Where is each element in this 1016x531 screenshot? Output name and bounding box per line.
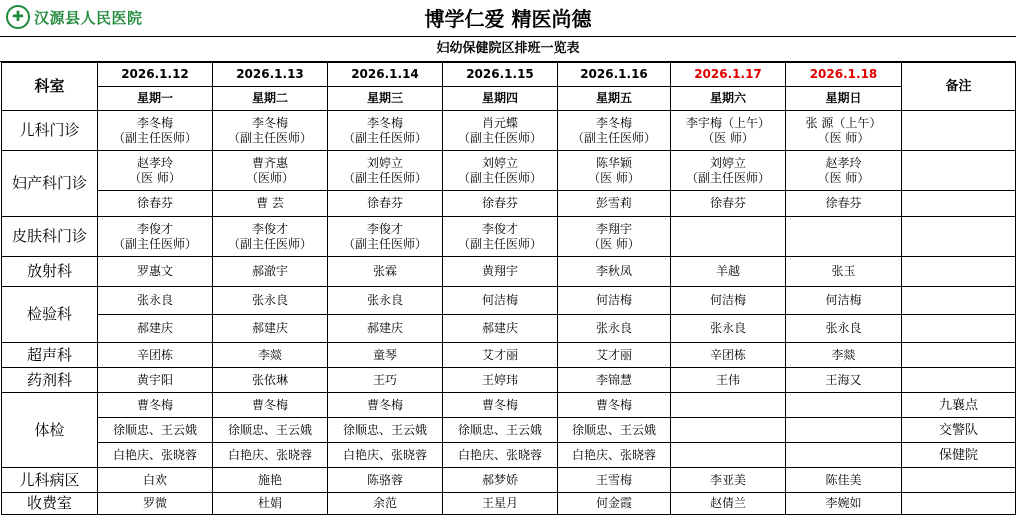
- staff-name: 施艳: [257, 472, 282, 487]
- duty-cell: [213, 493, 328, 515]
- staff-name: 郝建庆: [251, 321, 288, 335]
- staff-name: 郝梦娇: [481, 472, 518, 487]
- staff-name: 徐春芬: [366, 196, 403, 210]
- duty-cell: [786, 315, 902, 343]
- staff-name: 王巧: [372, 372, 397, 387]
- duty-cell: [443, 191, 558, 217]
- staff-title: （副主任医师）: [342, 170, 427, 185]
- staff-name: 曹冬梅: [251, 397, 288, 412]
- staff-name: 杜娟: [257, 496, 282, 510]
- duty-cell: [671, 111, 786, 151]
- duty-cell: [786, 191, 902, 217]
- staff-name: 郝建庆: [481, 321, 518, 335]
- date-header: 2026.1.17: [671, 63, 786, 87]
- staff-title: （医 师）: [588, 170, 640, 185]
- duty-cell: [98, 315, 213, 343]
- staff-name: 辛团栋: [709, 347, 746, 362]
- duty-cell: [443, 287, 558, 315]
- staff-name: 李俊才: [481, 221, 518, 236]
- staff-name: 徐顺忠、王云娥: [227, 422, 312, 437]
- duty-cell: [558, 493, 671, 515]
- duty-cell: [671, 443, 786, 468]
- remark-cell: 九襄点: [902, 393, 1016, 418]
- duty-cell: [558, 368, 671, 393]
- department-name: 妇产科门诊: [2, 151, 98, 217]
- staff-name: 王婷玮: [481, 372, 518, 387]
- staff-name: 陈华颖: [595, 155, 632, 170]
- staff-name: 李冬梅: [366, 115, 403, 130]
- department-name: 检验科: [2, 287, 98, 343]
- staff-name: 张永良: [136, 293, 173, 307]
- duty-cell: [98, 217, 213, 257]
- staff-name: 黄宇阳: [136, 372, 173, 387]
- schedule-row: [2, 443, 1016, 468]
- duty-cell: [786, 151, 902, 191]
- duty-cell: [558, 217, 671, 257]
- duty-cell: [443, 368, 558, 393]
- staff-name: 何洁梅: [481, 293, 518, 307]
- duty-cell: [98, 418, 213, 443]
- staff-name: 郝建庆: [136, 321, 173, 335]
- staff-name: 张永良: [825, 321, 862, 335]
- duty-cell: [213, 468, 328, 493]
- duty-cell: [328, 418, 443, 443]
- staff-title: （医 师）: [702, 130, 754, 145]
- duty-cell: [98, 393, 213, 418]
- department-name: 体检: [2, 393, 98, 468]
- duty-cell: [786, 287, 902, 315]
- staff-name: 曹冬梅: [366, 397, 403, 412]
- staff-name: 徐春芬: [709, 196, 746, 210]
- remark-column-header: 备注: [902, 63, 1016, 111]
- duty-cell: [328, 151, 443, 191]
- duty-cell: [98, 493, 213, 515]
- remark-cell: [902, 468, 1016, 493]
- staff-name: 王星月: [481, 496, 518, 510]
- duty-cell: [558, 393, 671, 418]
- staff-title: （副主任医师）: [227, 236, 312, 251]
- remark-cell: [902, 111, 1016, 151]
- staff-name: 李燚: [257, 347, 282, 362]
- staff-name: 徐春芬: [825, 196, 862, 210]
- duty-cell: [213, 443, 328, 468]
- duty-cell: [98, 257, 213, 287]
- weekday-header: 星期日: [786, 87, 902, 111]
- staff-name: 白艳庆、张晓蓉: [342, 447, 427, 462]
- duty-cell: [786, 393, 902, 418]
- department-name: 儿科门诊: [2, 111, 98, 151]
- department-name: 收费室: [2, 493, 98, 515]
- date-header: 2026.1.12: [98, 63, 213, 87]
- duty-cell: [786, 217, 902, 257]
- duty-cell: [328, 315, 443, 343]
- staff-name: 羊越: [715, 264, 740, 278]
- weekday-header: 星期二: [213, 87, 328, 111]
- duty-cell: [786, 418, 902, 443]
- duty-cell: [558, 287, 671, 315]
- duty-cell: [328, 368, 443, 393]
- duty-cell: [213, 315, 328, 343]
- weekday-header: 星期六: [671, 87, 786, 111]
- staff-name: 白艳庆、张晓蓉: [227, 447, 312, 462]
- duty-cell: [328, 468, 443, 493]
- staff-name: 李冬梅: [595, 115, 632, 130]
- duty-cell: [443, 111, 558, 151]
- duty-cell: [443, 315, 558, 343]
- duty-cell: [443, 468, 558, 493]
- staff-name: 何洁梅: [825, 293, 862, 307]
- staff-name: 艾才丽: [595, 347, 632, 362]
- staff-name: 李俊才: [251, 221, 288, 236]
- staff-name: 李俊才: [136, 221, 173, 236]
- staff-name: 曹冬梅: [136, 397, 173, 412]
- duty-cell: [443, 151, 558, 191]
- duty-cell: [328, 191, 443, 217]
- remark-cell: [902, 151, 1016, 191]
- staff-name: 郝建庆: [366, 321, 403, 335]
- staff-name: 张依琳: [251, 372, 288, 387]
- staff-name: 赵孝玲: [825, 155, 862, 170]
- duty-cell: [98, 191, 213, 217]
- duty-cell: [98, 151, 213, 191]
- duty-cell: [98, 287, 213, 315]
- staff-name: 童琴: [372, 347, 397, 362]
- duty-cell: [213, 393, 328, 418]
- staff-name: 陈骆蓉: [366, 472, 403, 487]
- duty-schedule-table: [1, 62, 1016, 515]
- staff-name: 王雪梅: [595, 472, 632, 487]
- staff-name: 张 源（上午）: [805, 115, 882, 130]
- duty-cell: [213, 191, 328, 217]
- remark-cell: [902, 493, 1016, 515]
- schedule-row: [2, 315, 1016, 343]
- department-name: 超声科: [2, 343, 98, 368]
- duty-cell: [443, 393, 558, 418]
- duty-cell: [671, 257, 786, 287]
- staff-name: 张霖: [372, 264, 397, 278]
- weekday-header: 星期三: [328, 87, 443, 111]
- staff-name: 白欢: [142, 472, 167, 487]
- remark-cell: [902, 343, 1016, 368]
- schedule-row: [2, 257, 1016, 287]
- weekday-header: 星期五: [558, 87, 671, 111]
- staff-name: 刘婷立: [481, 155, 518, 170]
- staff-name: 徐顺忠、王云娥: [112, 422, 197, 437]
- duty-cell: [786, 257, 902, 287]
- duty-cell: [786, 368, 902, 393]
- staff-name: 陈佳美: [825, 472, 862, 487]
- staff-name: 刘婷立: [366, 155, 403, 170]
- staff-title: （医 师）: [588, 236, 640, 251]
- date-header: 2026.1.18: [786, 63, 902, 87]
- staff-title: （副主任医师）: [342, 236, 427, 251]
- duty-cell: [671, 315, 786, 343]
- staff-name: 何洁梅: [595, 293, 632, 307]
- schedule-row: [2, 151, 1016, 191]
- staff-name: 余范: [372, 496, 397, 510]
- duty-cell: [671, 151, 786, 191]
- duty-cell: [328, 217, 443, 257]
- duty-cell: [328, 393, 443, 418]
- duty-cell: [443, 217, 558, 257]
- duty-cell: [786, 343, 902, 368]
- staff-name: 张永良: [251, 293, 288, 307]
- staff-name: 王海又: [825, 372, 862, 387]
- staff-name: 李亚美: [709, 472, 746, 487]
- duty-cell: [98, 343, 213, 368]
- duty-cell: [98, 468, 213, 493]
- duty-cell: [671, 493, 786, 515]
- schedule-row: [2, 287, 1016, 315]
- staff-name: 张玉: [831, 264, 856, 278]
- staff-name: 赵孝玲: [136, 155, 173, 170]
- staff-title: （副主任医师）: [112, 130, 197, 145]
- date-header: 2026.1.15: [443, 63, 558, 87]
- duty-cell: [558, 468, 671, 493]
- staff-name: 张永良: [709, 321, 746, 335]
- date-header: 2026.1.13: [213, 63, 328, 87]
- schedule-row: [2, 191, 1016, 217]
- staff-title: （副主任医师）: [342, 130, 427, 145]
- remark-cell: 保健院: [902, 443, 1016, 468]
- duty-cell: [213, 111, 328, 151]
- duty-cell: [558, 315, 671, 343]
- duty-cell: [786, 443, 902, 468]
- remark-cell: 交警队: [902, 418, 1016, 443]
- staff-title: （医师）: [245, 170, 294, 185]
- duty-cell: [443, 343, 558, 368]
- staff-name: 徐春芬: [136, 196, 173, 210]
- staff-name: 徐春芬: [481, 196, 518, 210]
- duty-cell: [443, 443, 558, 468]
- duty-cell: [213, 368, 328, 393]
- duty-cell: [328, 493, 443, 515]
- staff-name: 李宇梅（上午）: [685, 115, 770, 130]
- staff-name: 李冬梅: [136, 115, 173, 130]
- staff-name: 何金霞: [595, 496, 632, 510]
- staff-name: 徐顺忠、王云娥: [571, 422, 656, 437]
- duty-cell: [213, 343, 328, 368]
- duty-cell: [671, 191, 786, 217]
- duty-cell: [558, 343, 671, 368]
- schedule-row: [2, 111, 1016, 151]
- duty-cell: [328, 287, 443, 315]
- staff-name: 李燚: [831, 347, 856, 362]
- duty-cell: [558, 257, 671, 287]
- duty-cell: [671, 418, 786, 443]
- dept-column-header: 科室: [2, 63, 98, 111]
- staff-name: 徐顺忠、王云娥: [457, 422, 542, 437]
- duty-cell: [98, 111, 213, 151]
- staff-name: 李婉如: [825, 496, 862, 510]
- duty-cell: [558, 191, 671, 217]
- schedule-row: [2, 343, 1016, 368]
- department-name: 儿科病区: [2, 468, 98, 493]
- staff-name: 辛团栋: [136, 347, 173, 362]
- staff-name: 曹冬梅: [481, 397, 518, 412]
- duty-cell: [213, 257, 328, 287]
- duty-cell: [671, 393, 786, 418]
- staff-name: 张永良: [595, 321, 632, 335]
- duty-cell: [443, 493, 558, 515]
- department-name: 放射科: [2, 257, 98, 287]
- staff-title: （副主任医师）: [571, 130, 656, 145]
- department-name: 皮肤科门诊: [2, 217, 98, 257]
- hospital-emblem-icon: ✚: [6, 5, 30, 29]
- staff-name: 何洁梅: [709, 293, 746, 307]
- staff-title: （副主任医师）: [457, 130, 542, 145]
- duty-cell: [213, 151, 328, 191]
- duty-cell: [98, 368, 213, 393]
- staff-name: 刘婷立: [709, 155, 746, 170]
- schedule-row: [2, 393, 1016, 418]
- staff-name: 李俊才: [366, 221, 403, 236]
- staff-name: 彭雪莉: [595, 196, 632, 210]
- remark-cell: [902, 257, 1016, 287]
- duty-cell: [558, 111, 671, 151]
- duty-cell: [671, 217, 786, 257]
- date-header: 2026.1.14: [328, 63, 443, 87]
- schedule-title: 妇幼保健院区排班一览表: [0, 37, 1016, 62]
- staff-name: 李冬梅: [251, 115, 288, 130]
- duty-cell: [443, 257, 558, 287]
- duty-cell: [786, 111, 902, 151]
- duty-cell: [443, 418, 558, 443]
- staff-name: 郝澈宇: [251, 264, 288, 278]
- department-name: 药剂科: [2, 368, 98, 393]
- staff-title: （医 师）: [129, 170, 181, 185]
- staff-name: 肖元蝶: [481, 115, 518, 130]
- staff-name: 张永良: [366, 293, 403, 307]
- weekday-header: 星期四: [443, 87, 558, 111]
- duty-cell: [558, 443, 671, 468]
- duty-cell: [213, 217, 328, 257]
- staff-title: （副主任医师）: [457, 170, 542, 185]
- staff-name: 罗微: [142, 496, 167, 510]
- schedule-row: [2, 368, 1016, 393]
- duty-cell: [328, 343, 443, 368]
- duty-cell: [213, 287, 328, 315]
- staff-title: （医 师）: [817, 170, 870, 185]
- staff-name: 曹冬梅: [595, 397, 632, 412]
- hospital-slogan: 博学仁爱 精医尚德: [424, 7, 592, 31]
- schedule-row: [2, 493, 1016, 515]
- schedule-row: [2, 418, 1016, 443]
- staff-title: （医 师）: [817, 130, 870, 145]
- duty-cell: [671, 468, 786, 493]
- duty-cell: [328, 257, 443, 287]
- duty-cell: [98, 443, 213, 468]
- duty-cell: [786, 493, 902, 515]
- staff-name: 李锦慧: [595, 372, 632, 387]
- staff-name: 王伟: [715, 372, 740, 387]
- remark-cell: [902, 287, 1016, 315]
- duty-cell: [213, 418, 328, 443]
- staff-title: （副主任医师）: [457, 236, 542, 251]
- duty-cell: [328, 443, 443, 468]
- hospital-name: 汉源县人民医院: [34, 8, 143, 27]
- date-header: 2026.1.16: [558, 63, 671, 87]
- remark-cell: [902, 315, 1016, 343]
- schedule-row: [2, 468, 1016, 493]
- duty-cell: [786, 468, 902, 493]
- staff-name: 白艳庆、张晓蓉: [571, 447, 656, 462]
- weekday-header: 星期一: [98, 87, 213, 111]
- staff-name: 徐顺忠、王云娥: [342, 422, 427, 437]
- staff-name: 赵倩兰: [709, 496, 746, 510]
- duty-cell: [671, 368, 786, 393]
- staff-name: 白艳庆、张晓蓉: [457, 447, 542, 462]
- remark-cell: [902, 191, 1016, 217]
- schedule-row: [2, 217, 1016, 257]
- staff-title: （副主任医师）: [227, 130, 312, 145]
- staff-name: 白艳庆、张晓蓉: [112, 447, 197, 462]
- staff-name: 李翔宇: [595, 221, 632, 236]
- staff-title: （副主任医师）: [685, 170, 770, 185]
- duty-cell: [558, 418, 671, 443]
- duty-cell: [558, 151, 671, 191]
- staff-name: 艾才丽: [481, 347, 518, 362]
- remark-cell: [902, 368, 1016, 393]
- staff-name: 罗惠文: [136, 264, 173, 278]
- staff-name: 曹 芸: [256, 196, 284, 210]
- remark-cell: [902, 217, 1016, 257]
- staff-title: （副主任医师）: [112, 236, 197, 251]
- duty-cell: [328, 111, 443, 151]
- title-bar: [0, 0, 1016, 37]
- staff-name: 李秋凤: [595, 264, 632, 278]
- duty-cell: [671, 287, 786, 315]
- staff-name: 曹齐惠: [251, 155, 288, 170]
- duty-cell: [671, 343, 786, 368]
- staff-name: 黄翔宇: [481, 264, 518, 278]
